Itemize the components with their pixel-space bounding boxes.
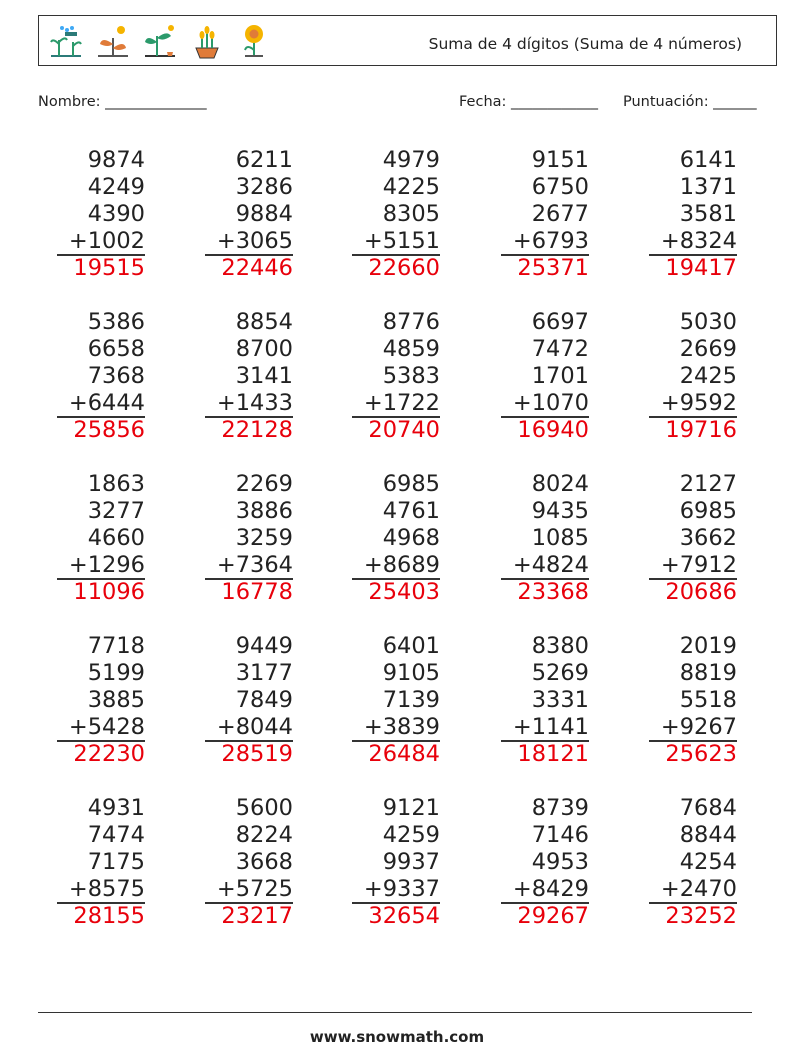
addend: 5269 [531,660,589,686]
addend: 3177 [235,660,293,686]
sum-line [649,416,737,418]
date-field: Fecha: ____________ [459,94,599,110]
addend: 8844 [679,822,737,848]
answer: 19515 [73,255,145,281]
addend: 2669 [679,336,737,362]
addition-problem [469,309,589,444]
addend: 5199 [87,660,145,686]
answer: 11096 [73,579,145,605]
addend: 5518 [679,687,737,713]
answer: 22446 [221,255,293,281]
addend: 6985 [382,471,440,497]
sum-line [501,902,589,904]
addend: 9121 [382,795,440,821]
addition-problem [469,471,589,606]
addition-problem [25,309,145,444]
addition-problem [320,309,440,444]
addition-problem [25,795,145,930]
addend: +3065 [216,228,293,254]
addition-problem [617,471,737,606]
addend: 3286 [235,174,293,200]
addend: +8429 [512,876,589,902]
addend: +9337 [363,876,440,902]
answer: 23252 [665,903,737,929]
addend: +5725 [216,876,293,902]
addend: 1863 [87,471,145,497]
addend: 8854 [235,309,293,335]
name-field: Nombre: ______________ [38,94,207,110]
addition-problem [617,633,737,768]
sum-line [352,254,440,256]
addition-problem [469,633,589,768]
addend: 3141 [235,363,293,389]
addition-problem [469,147,589,282]
addend: 6658 [87,336,145,362]
sum-line [205,578,293,580]
sum-line [205,254,293,256]
answer: 19417 [665,255,737,281]
seedling-icon [141,22,179,60]
addition-problem [617,147,737,282]
addend: 5383 [382,363,440,389]
addend: 3277 [87,498,145,524]
addend: 7718 [87,633,145,659]
addend: 4931 [87,795,145,821]
addend: 8380 [531,633,589,659]
addend: 4859 [382,336,440,362]
addend: +6793 [512,228,589,254]
answer: 32654 [368,903,440,929]
addend: 4390 [87,201,145,227]
answer: 16940 [517,417,589,443]
score-field: Puntuación: ______ [623,94,757,110]
addend: 8700 [235,336,293,362]
addend: 4254 [679,849,737,875]
addend: 8024 [531,471,589,497]
addend: 5030 [679,309,737,335]
sunflower-icon [235,22,273,60]
worksheet-title: Suma de 4 dígitos (Suma de 4 números) [428,35,742,53]
addend: 8305 [382,201,440,227]
answer: 18121 [517,741,589,767]
addend: +8324 [660,228,737,254]
addend: 7684 [679,795,737,821]
addend: 2019 [679,633,737,659]
addend: 8819 [679,660,737,686]
addition-problem [173,633,293,768]
addend: 5600 [235,795,293,821]
addition-problem [25,471,145,606]
addend: 2269 [235,471,293,497]
addition-problem [173,309,293,444]
addend: 2425 [679,363,737,389]
potted-wheat-icon [188,22,226,60]
answer: 20686 [665,579,737,605]
answer: 16778 [221,579,293,605]
addend: 7474 [87,822,145,848]
addend: +1141 [512,714,589,740]
addition-problem [320,147,440,282]
addend: 9435 [531,498,589,524]
footer-site: www.snowmath.com [309,1028,485,1046]
sum-line [501,740,589,742]
addition-problem [25,633,145,768]
answer: 28519 [221,741,293,767]
answer: 29267 [517,903,589,929]
addend: 3885 [87,687,145,713]
addend: 4761 [382,498,440,524]
addend: 3259 [235,525,293,551]
addition-problem [173,795,293,930]
addend: 2127 [679,471,737,497]
sum-line [649,254,737,256]
addend: 3331 [531,687,589,713]
addend: 6697 [531,309,589,335]
addition-problem [25,147,145,282]
addend: 9884 [235,201,293,227]
addition-problem [320,471,440,606]
addition-problem [173,147,293,282]
addend: +7364 [216,552,293,578]
addend: +5151 [363,228,440,254]
sum-line [205,416,293,418]
sum-line [205,902,293,904]
addend: 7849 [235,687,293,713]
sprouting-plant-icon [94,22,132,60]
sum-line [501,416,589,418]
answer: 25371 [517,255,589,281]
addend: +7912 [660,552,737,578]
answer: 25403 [368,579,440,605]
addend: 3886 [235,498,293,524]
sum-line [57,578,145,580]
sum-line [649,740,737,742]
answer: 22128 [221,417,293,443]
answer: 22660 [368,255,440,281]
sum-line [352,578,440,580]
addition-problem [320,633,440,768]
addend: 1085 [531,525,589,551]
addend: 3668 [235,849,293,875]
addend: 3581 [679,201,737,227]
header-box [38,15,777,66]
addend: 9151 [531,147,589,173]
addend: 6985 [679,498,737,524]
sum-line [57,416,145,418]
addition-problem [617,795,737,930]
addend: +1002 [68,228,145,254]
answer: 25856 [73,417,145,443]
addend: 9937 [382,849,440,875]
addend: 6750 [531,174,589,200]
answer: 20740 [368,417,440,443]
answer: 28155 [73,903,145,929]
sum-line [57,740,145,742]
addition-problem [469,795,589,930]
icon-strip [47,22,273,60]
addend: 8224 [235,822,293,848]
answer: 26484 [368,741,440,767]
addend: +9267 [660,714,737,740]
answer: 25623 [665,741,737,767]
addition-problem [320,795,440,930]
addend: 8739 [531,795,589,821]
addend: 7175 [87,849,145,875]
addend: 7139 [382,687,440,713]
addend: 4660 [87,525,145,551]
addend: +1722 [363,390,440,416]
addend: 4259 [382,822,440,848]
sum-line [57,254,145,256]
footer-divider [38,1012,752,1013]
addend: 6401 [382,633,440,659]
sum-line [649,578,737,580]
sum-line [205,740,293,742]
sum-line [501,578,589,580]
addend: 6141 [679,147,737,173]
answer: 23368 [517,579,589,605]
addend: +8575 [68,876,145,902]
addend: 1371 [679,174,737,200]
sum-line [57,902,145,904]
addend: +9592 [660,390,737,416]
addend: 7146 [531,822,589,848]
addend: 9105 [382,660,440,686]
addend: 4979 [382,147,440,173]
addend: +8044 [216,714,293,740]
addend: 9874 [87,147,145,173]
addend: 2677 [531,201,589,227]
answer: 22230 [73,741,145,767]
addition-problem [617,309,737,444]
addend: +3839 [363,714,440,740]
sum-line [352,902,440,904]
addend: 4225 [382,174,440,200]
addend: +1296 [68,552,145,578]
sum-line [352,416,440,418]
watering-plant-icon [47,22,85,60]
answer: 19716 [665,417,737,443]
addition-problem [173,471,293,606]
addend: 4953 [531,849,589,875]
addend: 6211 [235,147,293,173]
addend: 7368 [87,363,145,389]
addend: +1433 [216,390,293,416]
addend: +4824 [512,552,589,578]
addend: 4968 [382,525,440,551]
sum-line [352,740,440,742]
addend: 3662 [679,525,737,551]
addend: +6444 [68,390,145,416]
addend: +5428 [68,714,145,740]
addend: +2470 [660,876,737,902]
sum-line [649,902,737,904]
addend: 8776 [382,309,440,335]
addend: +1070 [512,390,589,416]
addend: 7472 [531,336,589,362]
addend: 1701 [531,363,589,389]
addend: 4249 [87,174,145,200]
sum-line [501,254,589,256]
addend: 5386 [87,309,145,335]
answer: 23217 [221,903,293,929]
addend: 9449 [235,633,293,659]
addend: +8689 [363,552,440,578]
